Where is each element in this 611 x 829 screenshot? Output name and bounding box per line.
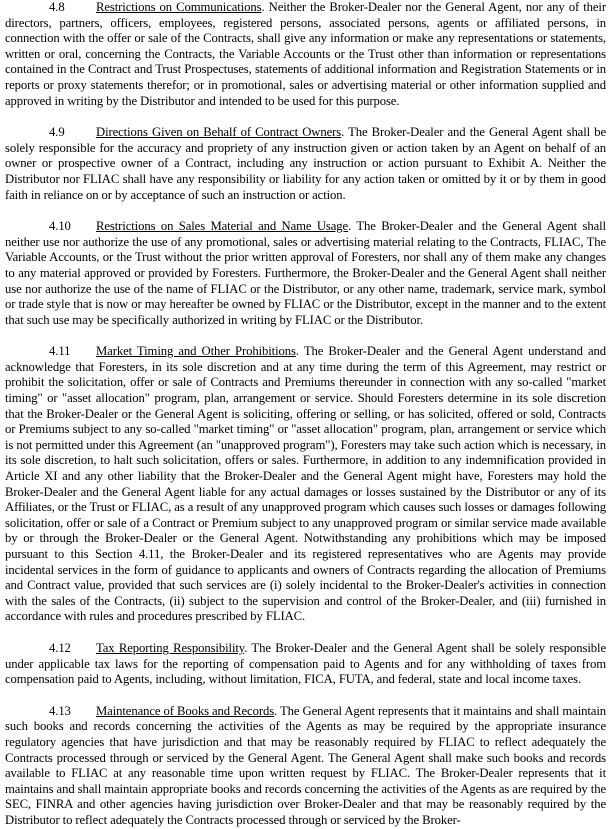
section-4-12 (5, 641, 606, 688)
section-number: 4.13 (49, 703, 71, 718)
section-heading: Restrictions on Communications (96, 0, 262, 14)
section-4-9 (5, 125, 606, 203)
section-number: 4.12 (49, 640, 71, 655)
section-heading: Restrictions on Sales Material and Name Usage (96, 219, 349, 234)
section-body: . The Broker-Dealer and the General Agent shall neither use nor authorize the use of any promotional, sales or advertising material relating to the Contracts, FLIAC, The Variable Accounts, or the Trust without the prior written approval of Foresters, nor shall any of them make any changes to any material approved or provided by Foresters. Furthermore, the Broker-Dealer and the General Agent shall neither use nor authorize the use of the name of FLIAC or the Distributor, or any other name, trademark, service mark, symbol or trade style that is now or may hereafter be owned by FLIAC or the Distributor, except in the manner and to the extent that such use may be specifically authorized in writing by FLIAC or the Distributor. (5, 219, 606, 327)
section-heading: Directions Given on Behalf of Contract Owners (96, 125, 342, 140)
section-body: . The General Agent represents that it maintains and shall maintain such books and records concerning the activities of the Agents as may be required by the appropriate insurance regulatory agencies that have jurisdiction and that may be reasonably required by FLIAC to reflect adequately the Contracts processed through or serviced by the General Agent. The General Agent shall make such books and records available to FLIAC at any reasonable time upon written request by FLIAC. The Broker-Dealer represents that it maintains and shall maintain appropriate books and records concerning the activities of the Agents as are required by the SEC, FINRA and other agencies having jurisdiction over Broker-Dealer and that may be reasonably required by the Distributor to reflect adequately the Contracts processed through or serviced by the Broker- (5, 703, 606, 827)
section-number: 4.8 (49, 0, 65, 14)
section-body: . The Broker-Dealer and the General Agent understand and acknowledge that Foresters, in its sole discretion and at any time during the term of this Agreement, may restrict or prohibit the solicitation, offer or sale of Contracts and Premiums thereunder in connection with any so-called "market timing" or "asset allocation" program, plan, arrangement or service. Should Foresters determine in its sole discretion that the Broker-Dealer or the General Agent is soliciting, offering or selling, or has solicited, offered or sold, Contracts or Premiums subject to any so-called "market timing" or "asset allocation" program, plan, arrangement or service which is not permitted under this Agreement (an "unapproved program"), Foresters may take such action which is necessary, in its sole discretion, to halt such solicitation, offers or sales. Furthermore, in addition to any indemnification provided in Article XI and any other liability that the Broker-Dealer and the General Agent might have, Foresters may hold the Broker-Dealer and the General Agent liable for any actual damages or losses sustained by the Distributor or any of its Affiliates, or the Trust or FLIAC, as a result of any unapproved program which causes such losses or damages following solicitation, offer or sale of a Contract or Premium subject to any unapproved program or similar service made available by or through the Broker-Dealer or the General Agent. Notwithstanding any prohibitions which may be imposed pursuant to this Section 4.11, the Broker-Dealer and its registered representatives who are Agents may provide incidental services in the form of guidance to applicants and owners of Contracts regarding the allocation of Premiums and Contract value, provided that such services are (i) solely incidental to the Broker-Dealer's activities in connection with the sales of the Contracts, (ii) subject to the supervision and control of the Broker-Dealer, and (iii) furnished in accordance with rules and procedures prescribed by FLIAC. (5, 344, 606, 624)
section-heading: Market Timing and Other Prohibitions (96, 344, 296, 359)
section-heading: Tax Reporting Responsibility (96, 640, 245, 655)
section-body: . The Broker-Dealer and the General Agent shall be solely responsible under applicable tax laws for the reporting of compensation paid to Agents and for any withholding of taxes from compensation paid to Agents, including, without limitation, FICA, FUTA, and federal, state and local income taxes. (5, 640, 606, 687)
section-number: 4.10 (49, 219, 71, 234)
section-number: 4.9 (49, 125, 65, 140)
section-heading: Maintenance of Books and Records (96, 703, 275, 718)
section-4-10 (5, 219, 606, 328)
section-body: . Neither the Broker-Dealer nor the General Agent, nor any of their directors, partners, officers, employees, registered persons, associated persons, agents or affiliated persons, in connection with the offer or sale of the Contracts, shall give any information or make any representations or statements, written or oral, concerning the Contracts, the Variable Accounts or the Trust other than information or representations contained in the Contract and Trust Prospectuses, statements of additional information and Registration Statements or in reports or proxy statements therefor; or in promotional, sales or advertising material or other information supplied and approved in writing by the Distributor and intended to be used for this purpose. (5, 0, 606, 108)
section-4-11 (5, 344, 606, 625)
section-body: . The Broker-Dealer and the General Agent shall be solely responsible for the accuracy and propriety of any instruction given or action taken by an Agent on behalf of an owner or prospective owner of a Contract, including any instruction or action pursuant to Exhibit A. Neither the Distributor nor FLIAC shall have any responsibility or liability for any action taken or omitted by it or by them in good faith in reliance on or by acceptance of such an instruction or action. (5, 125, 606, 202)
section-4-13 (5, 704, 606, 829)
section-number: 4.11 (49, 344, 71, 359)
section-4-8 (5, 0, 606, 109)
